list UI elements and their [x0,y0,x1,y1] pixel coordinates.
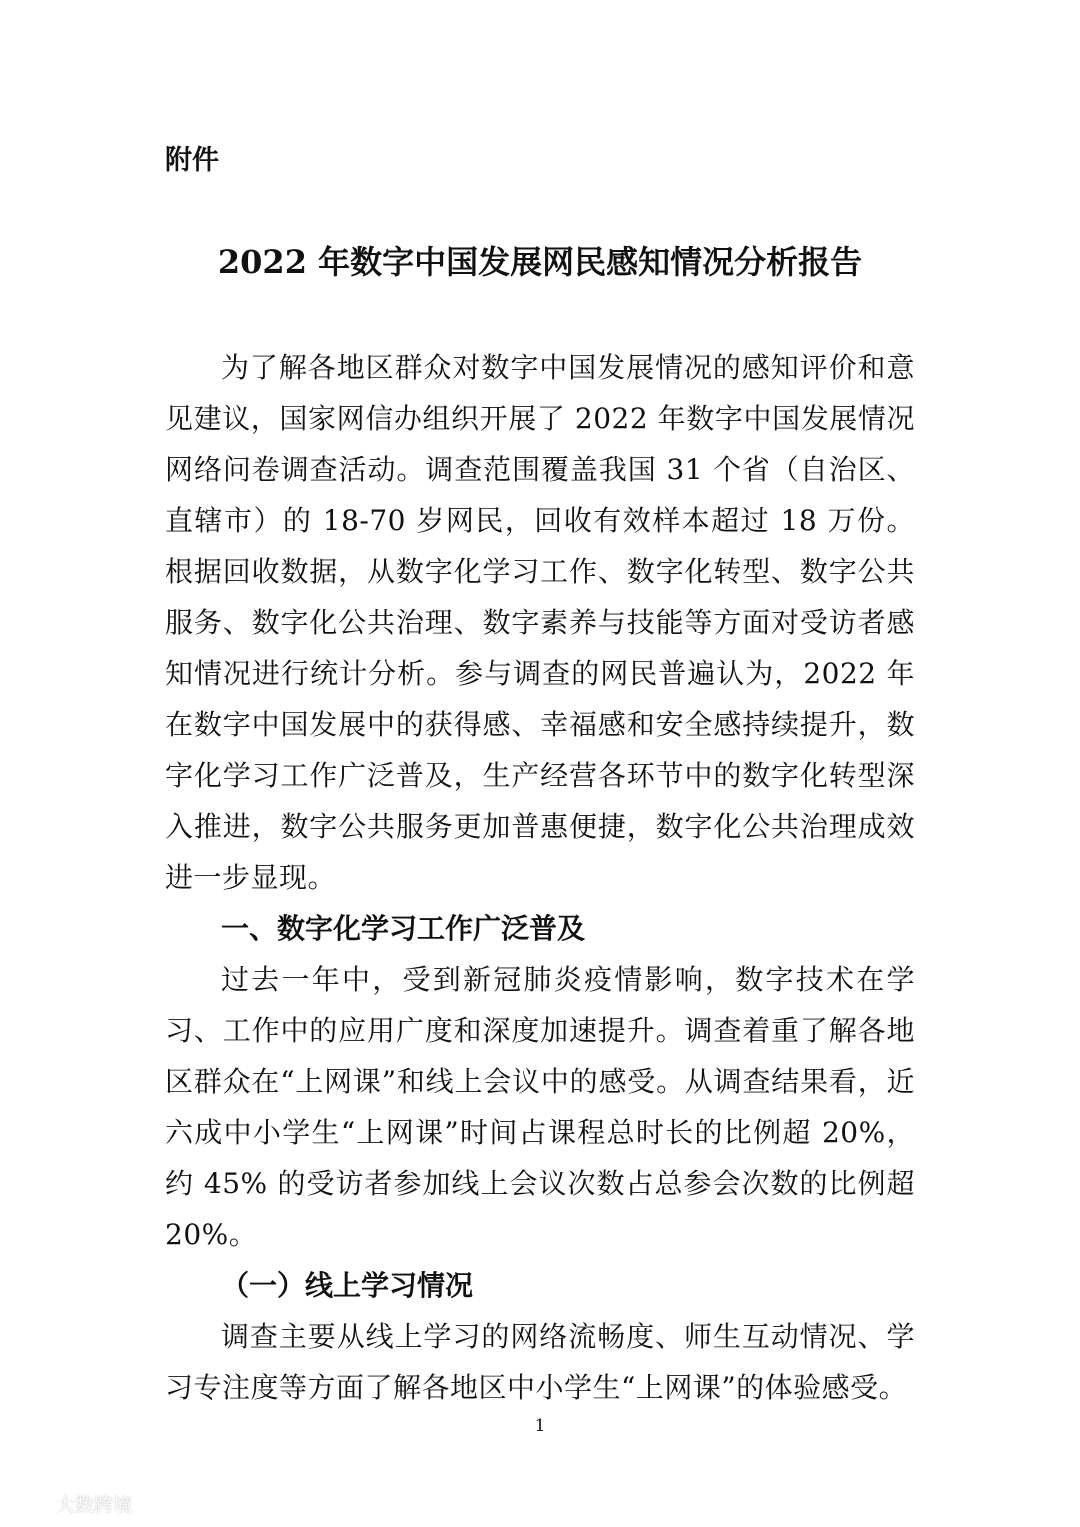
subsection-heading: （一）线上学习情况 [221,1269,474,1302]
brand-logo-icon [10,1491,50,1515]
watermark [10,1488,132,1518]
watermark-text: 大数跨境 [56,1493,133,1516]
intro-paragraph: 为了解各地区群众对数字中国发展情况的感知评价和意见建议，国家网信办组织开展了 2022 年数字中国发展情况网络问卷调查活动。调查范围覆盖我国 31 个省（自治区、直辖市）的 18-70 岁网民，回收有效样本超过 18 万份。根据回收数据，从数字化学习工作、数字化转型、数字公共服务、数字化公共治理、数字素养与技能等方面对受访者感知情况进行统计分析。参与调查的网民普遍认为，2022 年在数字中国发展中的获得感、幸福感和安全感持续提升，数字化学习工作广泛普及，生产经营各环节中的数字化转型深入推进，数字公共服务更加普惠便捷，数字化公共治理成效进一步显现。 [165,351,915,894]
subsection-paragraph: 调查主要从线上学习的网络流畅度、师生互动情况、学习专注度等方面了解各地区中小学生“上网课”的体验感受。 [165,1320,915,1404]
section-paragraph: 过去一年中，受到新冠肺炎疫情影响，数字技术在学习、工作中的应用广度和深度加速提升。调查着重了解各地区群众在“上网课”和线上会议中的感受。从调查结果看，近六成中小学生“上网课”时间占课程总时长的比例超 20%，约 45% 的受访者参加线上会议次数占总参会次数的比例超 20%。 [165,963,915,1251]
document-title: 2022 年数字中国发展网民感知情况分析报告 [217,243,863,281]
attachment-label: 附件 [165,145,219,176]
section-heading: 一、数字化学习工作广泛普及 [221,912,586,945]
page-number: 1 [534,1416,546,1436]
document-body [165,342,915,1413]
